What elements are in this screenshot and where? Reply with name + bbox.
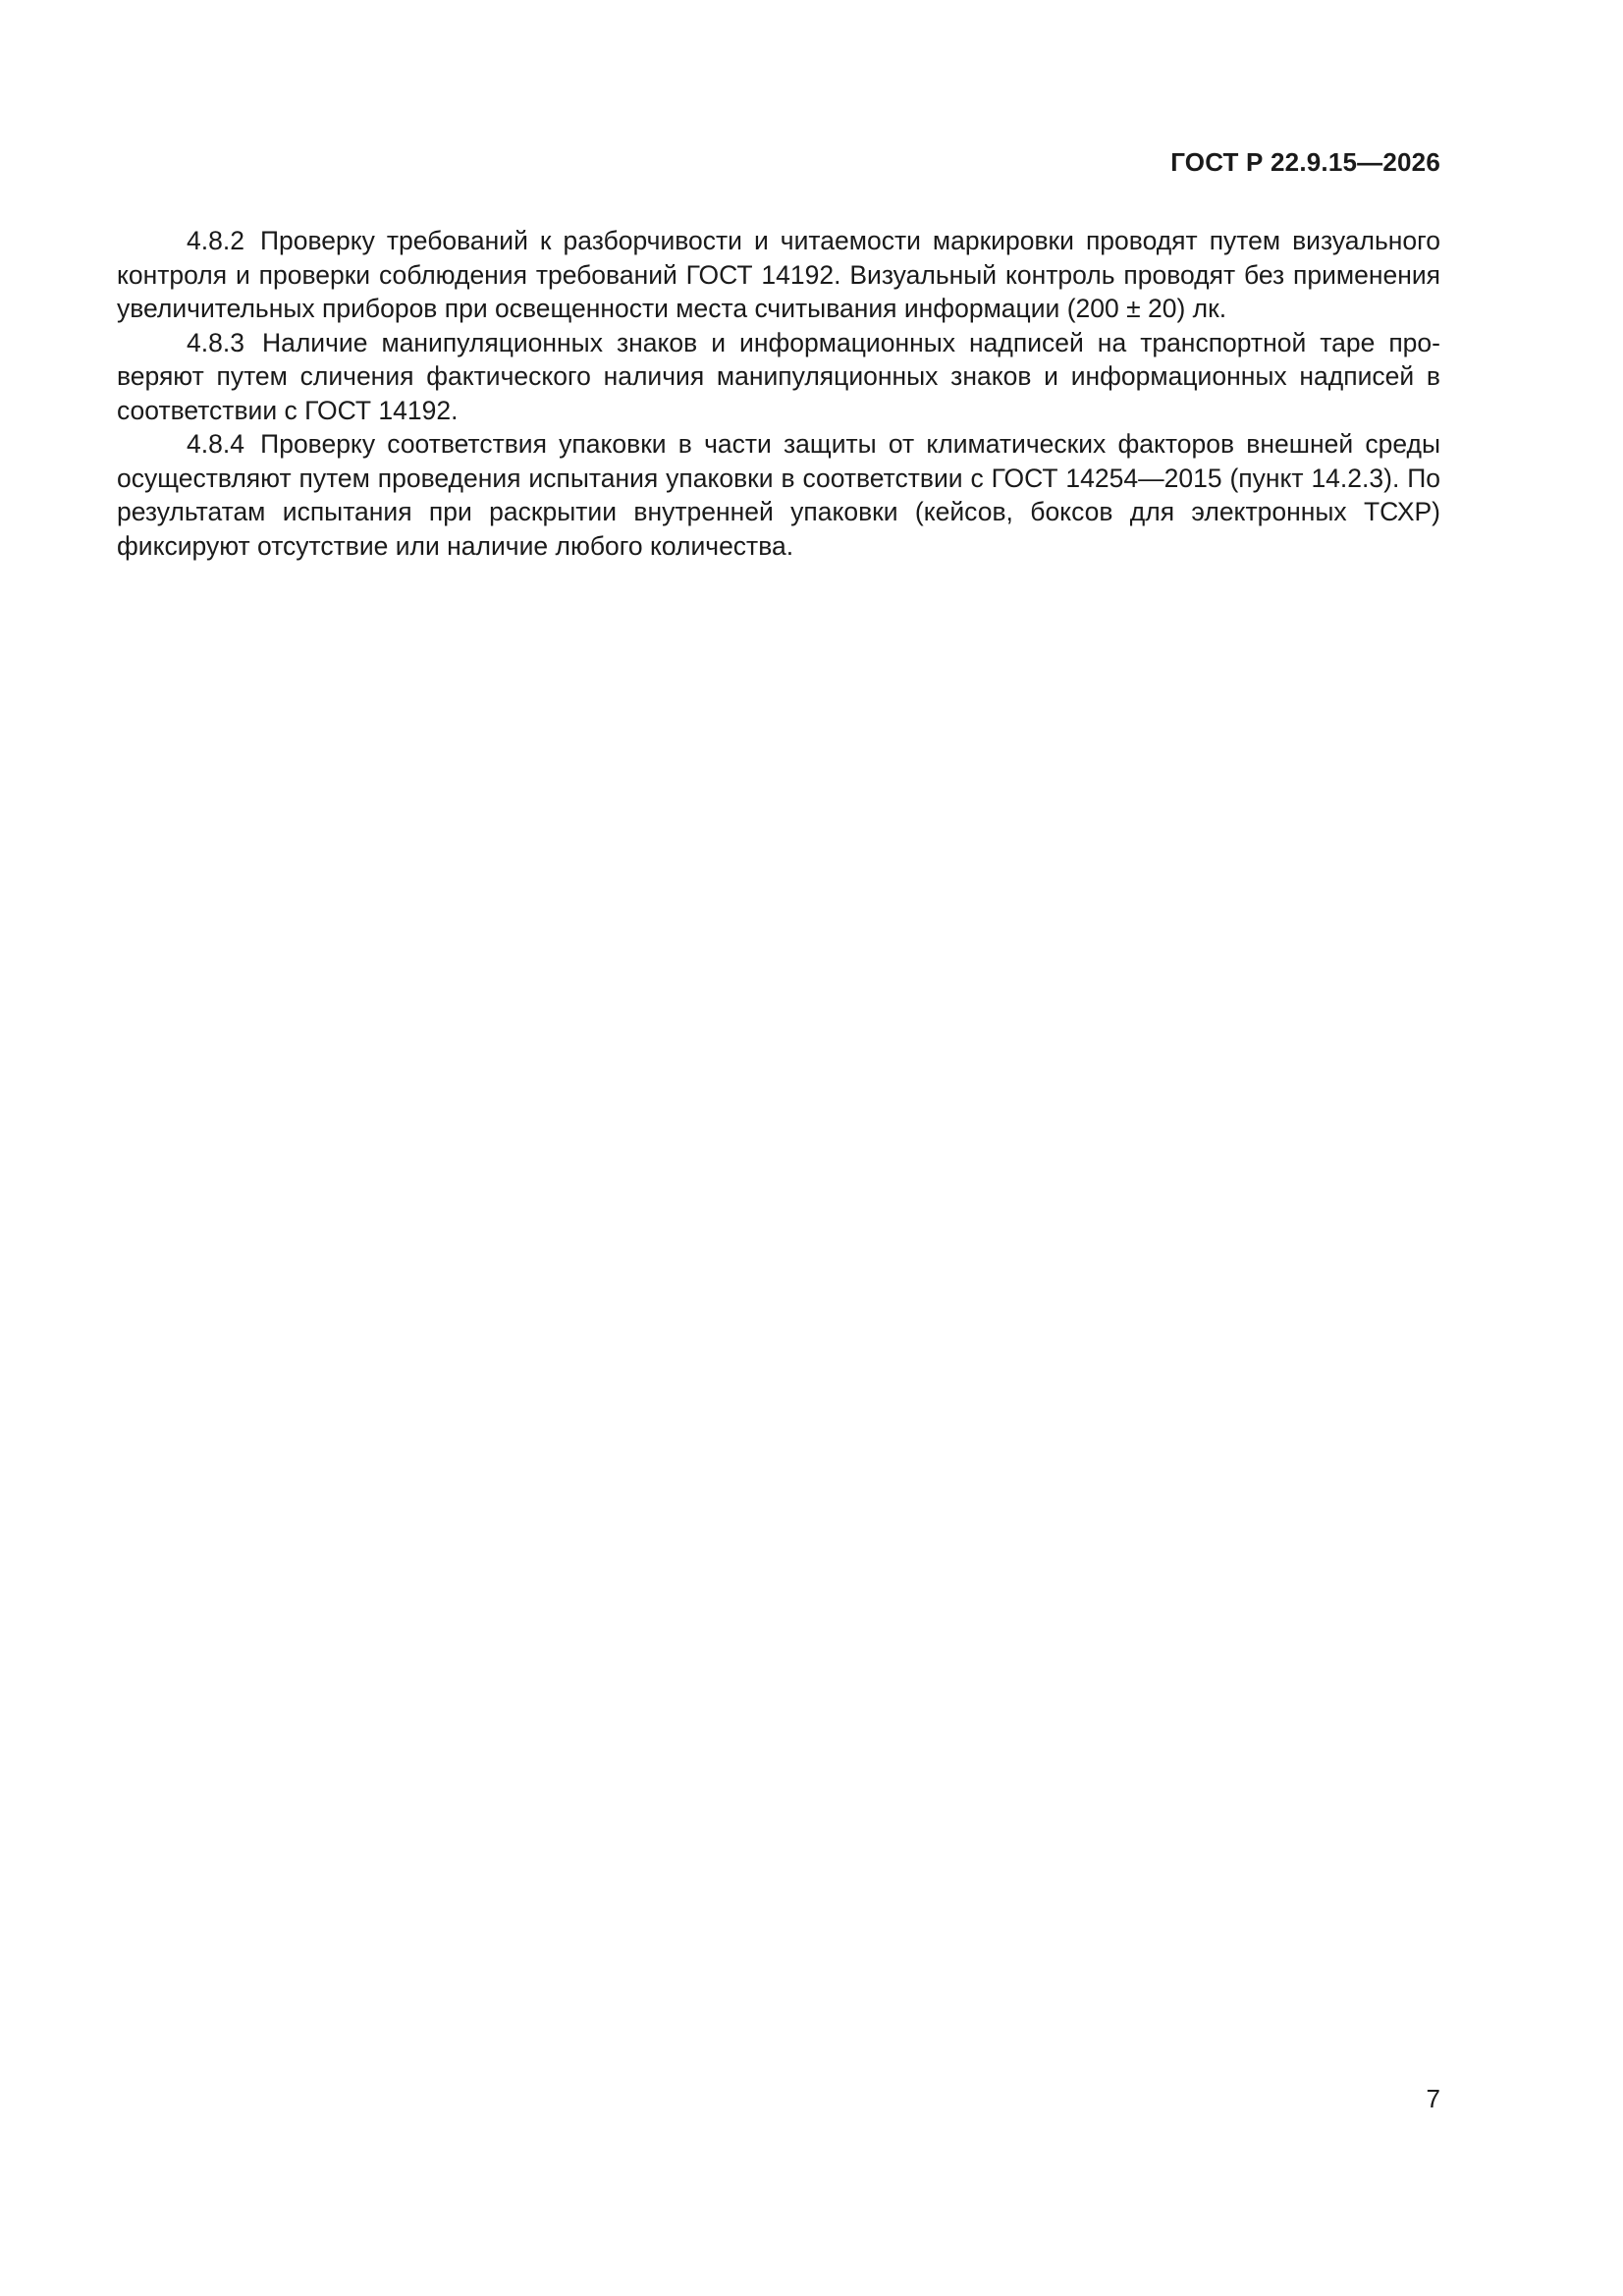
document-code-header: ГОСТ Р 22.9.15—2026 [1170, 147, 1440, 177]
page-number: 7 [1426, 2084, 1440, 2113]
paragraph-4-8-2 [117, 224, 1440, 326]
document-body [117, 224, 1440, 563]
paragraph-4-8-4 [117, 427, 1440, 563]
paragraph-number: 4.8.2 [187, 226, 244, 255]
paragraph-text: Наличие манипуляционных знаков и информационных надписей на транспортной таре проверяют путем сличения фактического наличия манипуляционных знаков и информационных надписей в соответствии с ГОСТ 14192. [117, 327, 1440, 425]
paragraph-number: 4.8.3 [187, 327, 244, 357]
paragraph-number: 4.8.4 [187, 429, 244, 459]
paragraph-text: Проверку соответствия упаковки в части защиты от климатических факторов внешней среды осуществляют путем проведения испытания упаковки в соответствии с ГОСТ 14254—2015 (пункт 14.2.3). По результатам испытания при раскрытии внутренней упаковки (кейсов, боксов для электронных ТСХР) фиксируют отсутствие или наличие любого количества. [117, 429, 1440, 561]
paragraph-4-8-3 [117, 326, 1440, 428]
paragraph-text: Проверку требований к разборчивости и читаемости маркировки проводят путем визуального контроля и проверки соблюдения требований ГОСТ 14192. Визуальный контроль проводят без применения увеличительных приборов при освещенности места считывания информации (200 ± 20) лк. [117, 226, 1440, 323]
